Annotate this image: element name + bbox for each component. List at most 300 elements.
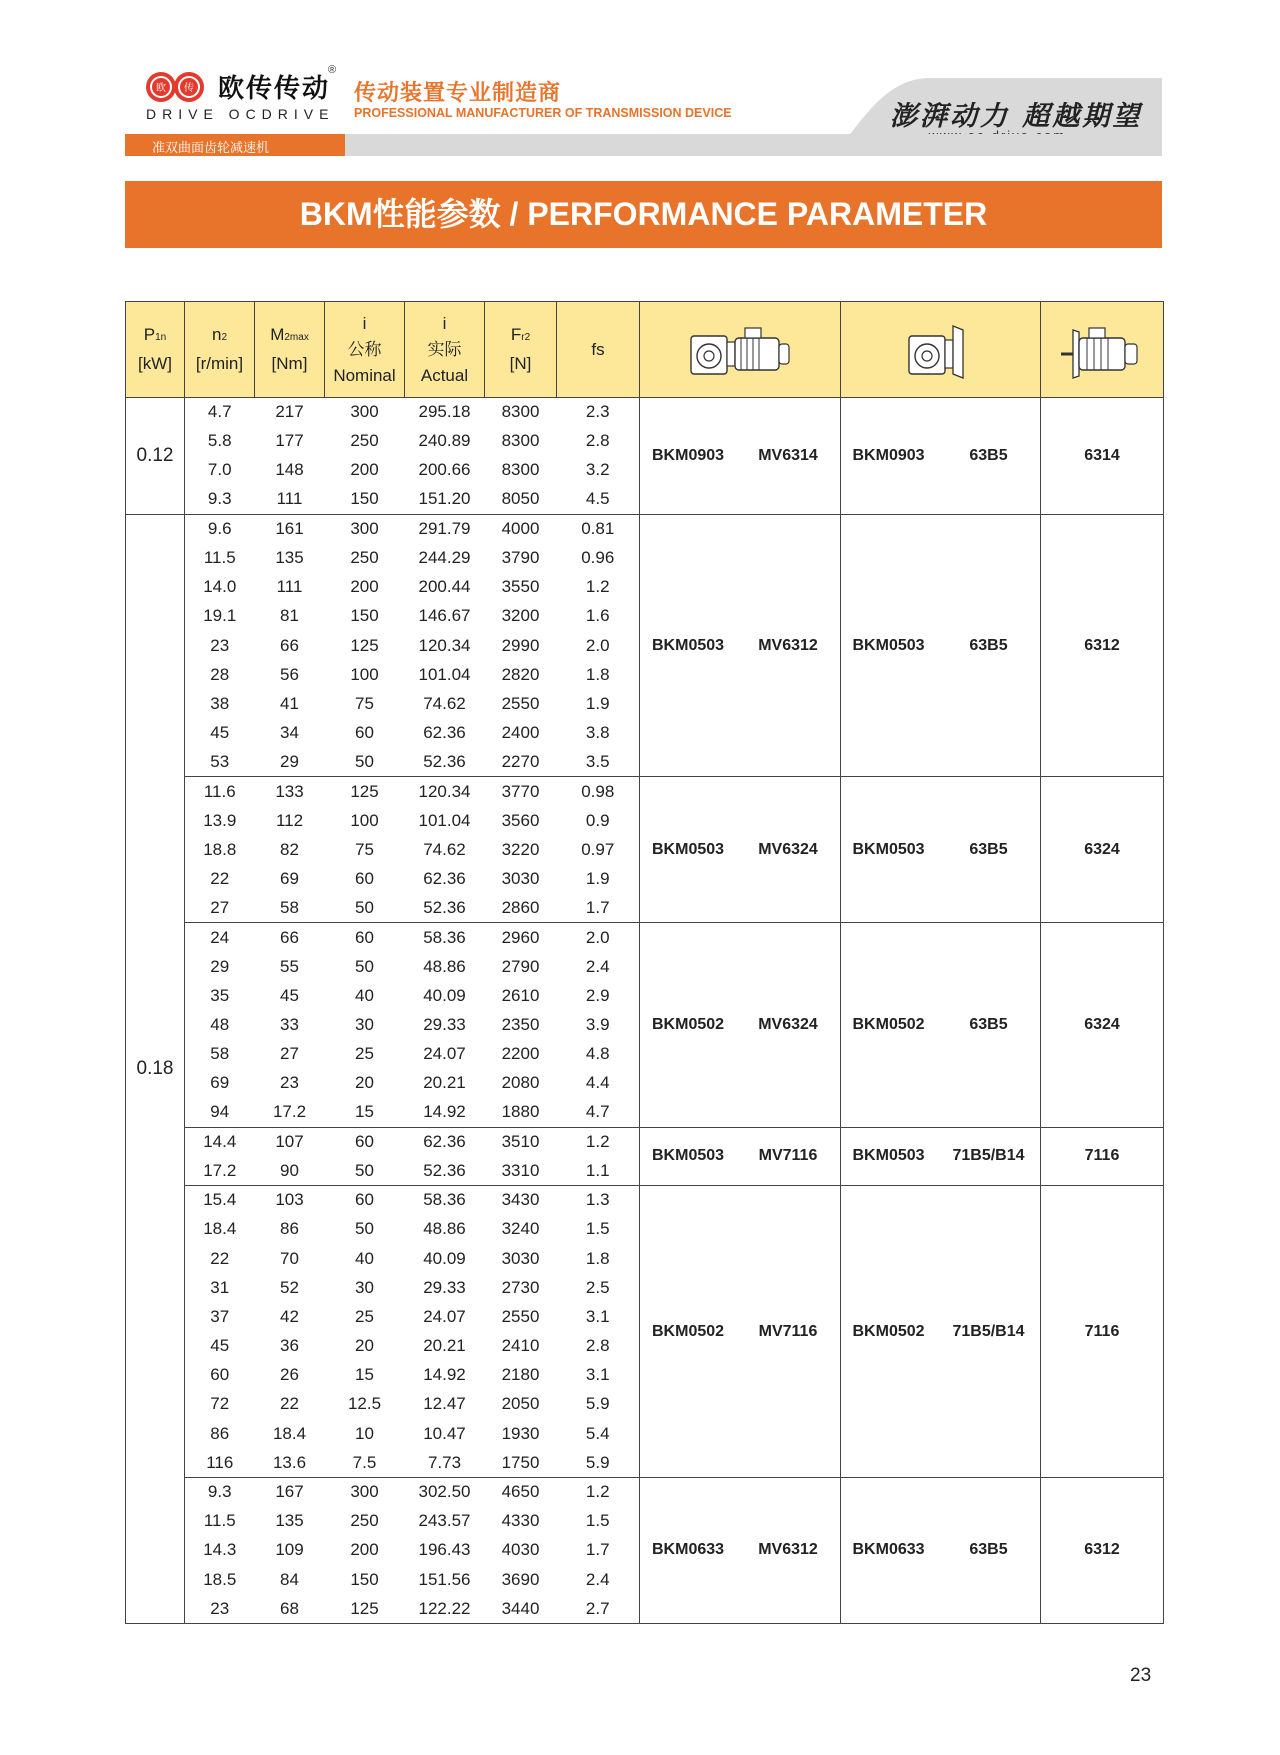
- data-cell: 1.2: [557, 1477, 640, 1506]
- data-cell: 0.81: [557, 514, 640, 543]
- data-cell: 3560: [501, 810, 540, 830]
- motor-model-cell: 6314: [1041, 398, 1164, 515]
- data-cell: 14.92: [423, 1365, 466, 1385]
- data-cell: 161: [275, 519, 304, 539]
- data-cell: 53: [185, 748, 255, 777]
- data-cell: 74.62: [423, 839, 466, 859]
- data-cell: 1.8: [557, 660, 640, 689]
- data-cell: 2050: [501, 1394, 540, 1414]
- data-cell: 3.9: [557, 1010, 640, 1039]
- data-cell: 2.9: [557, 981, 640, 1010]
- data-cell: 4.4: [557, 1069, 640, 1098]
- header-motor-icon-cell: [1041, 302, 1164, 398]
- data-cell: 55: [280, 956, 299, 976]
- table-row: [126, 1127, 1164, 1156]
- header-power: P1n [kW]: [126, 302, 185, 398]
- data-cell: 4.5: [557, 485, 640, 514]
- data-cell: 29: [185, 952, 255, 981]
- data-cell: 4030: [501, 1540, 540, 1560]
- data-cell: 45: [185, 1332, 255, 1361]
- data-cell: 151.20: [405, 485, 485, 514]
- data-cell: 1930: [501, 1423, 540, 1443]
- data-cell: 135: [275, 548, 304, 568]
- data-cell: 3.5: [557, 748, 640, 777]
- logo-badge-right: 传: [184, 83, 194, 94]
- data-cell: 11.5: [185, 1507, 255, 1536]
- motor-model-cell: 7116: [1041, 1186, 1164, 1478]
- table-body: [126, 398, 1164, 1624]
- data-cell: 3430: [501, 1190, 540, 1210]
- data-cell: 101.04: [418, 810, 471, 830]
- data-cell: 4650: [501, 1482, 540, 1502]
- data-cell: 4000: [501, 519, 540, 539]
- data-cell: 45: [280, 985, 299, 1005]
- data-cell: 103: [275, 1190, 304, 1210]
- data-cell: 240.89: [418, 431, 471, 451]
- data-cell: 60: [355, 723, 374, 743]
- data-cell: 8300: [501, 402, 540, 422]
- data-cell: 200.44: [418, 577, 471, 597]
- data-cell: 1.2: [557, 1127, 640, 1156]
- data-cell: 48: [185, 1010, 255, 1039]
- data-cell: 9.6: [185, 514, 255, 543]
- data-cell: 30: [355, 1015, 374, 1035]
- data-cell: 40.09: [423, 985, 466, 1005]
- data-cell: 17.2: [185, 1156, 255, 1185]
- data-cell: 22: [185, 1244, 255, 1273]
- data-cell: 125: [350, 635, 379, 655]
- data-cell: 150: [325, 485, 405, 514]
- data-cell: 29: [255, 748, 325, 777]
- data-cell: 75: [355, 693, 374, 713]
- data-cell: 22: [185, 865, 255, 894]
- performance-table: [125, 301, 1164, 1624]
- page-number: 23: [1130, 1665, 1152, 1686]
- data-cell: 3770: [501, 781, 540, 801]
- data-cell: 17.2: [255, 1098, 325, 1127]
- gearbox-model: BKM0503: [852, 840, 925, 858]
- data-cell: 36: [280, 1336, 299, 1356]
- data-cell: 30: [355, 1277, 374, 1297]
- data-cell: 23: [280, 1073, 299, 1093]
- data-cell: 0.9: [557, 806, 640, 835]
- page-title: BKM性能参数 / PERFORMANCE PARAMETER: [299, 196, 988, 232]
- data-cell: 66: [280, 635, 299, 655]
- data-cell: 9.3: [185, 485, 255, 514]
- gearbox-flange-model-cell: [841, 1127, 1041, 1185]
- data-cell: 25: [355, 1044, 374, 1064]
- category-bar-gray: [345, 134, 1162, 156]
- data-cell: 50: [325, 748, 405, 777]
- data-cell: 125: [325, 1594, 405, 1623]
- data-cell: 11.6: [185, 777, 255, 806]
- gearbox-model: BKM0502: [652, 1016, 725, 1034]
- data-cell: 2610: [501, 985, 540, 1005]
- data-cell: 11.5: [185, 543, 255, 572]
- data-cell: 3.2: [557, 456, 640, 485]
- data-cell: 42: [280, 1306, 299, 1326]
- data-cell: 243.57: [418, 1511, 471, 1531]
- data-cell: 2550: [501, 1306, 540, 1326]
- data-cell: 100: [350, 810, 379, 830]
- gearbox-model: BKM0503: [652, 636, 725, 654]
- data-cell: 35: [185, 981, 255, 1010]
- header-gearmotor-icon-cell: [640, 302, 841, 398]
- data-cell: 1.9: [557, 865, 640, 894]
- gearbox-flange-model-cell: [841, 1186, 1041, 1478]
- data-cell: 109: [275, 1540, 304, 1560]
- table-header-row: [126, 302, 1164, 398]
- data-cell: 82: [280, 839, 299, 859]
- data-cell: 41: [280, 693, 299, 713]
- data-cell: 58: [185, 1040, 255, 1069]
- data-cell: 2730: [501, 1277, 540, 1297]
- data-cell: 302.50: [418, 1482, 471, 1502]
- data-cell: 2.3: [557, 398, 640, 427]
- gearbox-flange-model-cell: [841, 777, 1041, 923]
- data-cell: 8300: [501, 460, 540, 480]
- data-cell: 18.4: [185, 1215, 255, 1244]
- data-cell: 24: [185, 923, 255, 952]
- data-cell: 300: [350, 402, 379, 422]
- data-cell: 167: [275, 1482, 304, 1502]
- motor-model-cell: 6324: [1041, 923, 1164, 1127]
- data-cell: 18.8: [185, 835, 255, 864]
- data-cell: 2270: [485, 748, 557, 777]
- data-cell: 250: [350, 431, 379, 451]
- data-cell: 1.5: [557, 1507, 640, 1536]
- data-cell: 5.9: [557, 1448, 640, 1477]
- data-cell: 58.36: [423, 1190, 466, 1210]
- gearbox-flange-model-cell: [841, 923, 1041, 1127]
- data-cell: 62.36: [423, 723, 466, 743]
- data-cell: 122.22: [405, 1594, 485, 1623]
- data-cell: 3.8: [557, 719, 640, 748]
- data-cell: 28: [185, 660, 255, 689]
- gearbox-model: BKM0502: [652, 1322, 725, 1340]
- data-cell: 90: [255, 1156, 325, 1185]
- data-cell: 69: [280, 869, 299, 889]
- data-cell: 14.92: [405, 1098, 485, 1127]
- power-cell: 0.12: [126, 398, 185, 515]
- data-cell: 2550: [501, 693, 540, 713]
- data-cell: 18.4: [272, 1423, 307, 1443]
- motor-model-cell: 7116: [1041, 1127, 1164, 1185]
- gearmotor-model-cell: [640, 1186, 841, 1478]
- header-service-factor: fs: [557, 302, 640, 398]
- data-cell: 29.33: [423, 1015, 466, 1035]
- data-cell: 196.43: [418, 1540, 471, 1560]
- data-cell: 1.1: [557, 1156, 640, 1185]
- gear-logo-icon: [144, 70, 210, 104]
- data-cell: 1.5: [557, 1215, 640, 1244]
- data-cell: 125: [350, 781, 379, 801]
- gearbox-model: BKM0502: [852, 1016, 925, 1034]
- data-cell: 2.0: [557, 923, 640, 952]
- data-cell: 20.21: [423, 1073, 466, 1093]
- data-cell: 13.9: [185, 806, 255, 835]
- flange-model: 63B5: [969, 1016, 1008, 1034]
- motor-model: MV6312: [758, 1541, 818, 1559]
- data-cell: 2820: [501, 664, 540, 684]
- motor-model: MV7116: [758, 1322, 818, 1340]
- motor-model-cell: 6312: [1041, 1477, 1164, 1623]
- logo-text-en: DRIVE OCDRIVE: [146, 106, 335, 122]
- table-row: [126, 398, 1164, 427]
- data-cell: 20: [355, 1073, 374, 1093]
- data-cell: 2410: [501, 1336, 540, 1356]
- data-cell: 5.4: [557, 1419, 640, 1448]
- data-cell: 10: [355, 1423, 374, 1443]
- data-cell: 112: [275, 810, 304, 830]
- motor-model: MV6324: [758, 1016, 818, 1034]
- data-cell: 3240: [501, 1219, 540, 1239]
- gearbox-flange-model-cell: [841, 1477, 1041, 1623]
- motor-model: MV6324: [758, 840, 818, 858]
- data-cell: 5.9: [557, 1390, 640, 1419]
- data-cell: 2860: [485, 894, 557, 923]
- flange-model: 63B5: [969, 446, 1008, 464]
- data-cell: 58.36: [423, 927, 466, 947]
- company-slogan-en: PROFESSIONAL MANUFACTURER OF TRANSMISSION DEVICE: [354, 106, 732, 120]
- table-row: [126, 1477, 1164, 1506]
- table-row: [126, 777, 1164, 806]
- data-cell: 12.47: [423, 1394, 466, 1414]
- data-cell: 14.3: [185, 1536, 255, 1565]
- data-cell: 27: [185, 894, 255, 923]
- data-cell: 24.07: [423, 1044, 466, 1064]
- data-cell: 62.36: [423, 1132, 466, 1152]
- data-cell: 50: [325, 894, 405, 923]
- data-cell: 1.2: [557, 573, 640, 602]
- data-cell: 0.96: [557, 543, 640, 572]
- flange-model: 71B5/B14: [952, 1147, 1025, 1165]
- gearbox-model: BKM0503: [652, 840, 725, 858]
- data-cell: 20: [355, 1336, 374, 1356]
- motor-model: MV6314: [758, 446, 818, 464]
- data-cell: 300: [350, 519, 379, 539]
- data-cell: 50: [325, 1156, 405, 1185]
- data-cell: 135: [275, 1511, 304, 1531]
- registered-mark: ®: [328, 64, 337, 76]
- data-cell: 13.6: [255, 1448, 325, 1477]
- logo-badge-left: 欧: [156, 83, 166, 94]
- gearmotor-model-cell: [640, 398, 841, 515]
- table-row: [126, 1186, 1164, 1215]
- data-cell: 69: [185, 1069, 255, 1098]
- data-cell: 2.0: [557, 631, 640, 660]
- data-cell: 244.29: [418, 548, 471, 568]
- motor-model: MV6312: [758, 636, 818, 654]
- company-slogan-cn: 传动装置专业制造商: [354, 80, 562, 105]
- data-cell: 7.5: [325, 1448, 405, 1477]
- data-cell: 15: [355, 1365, 374, 1385]
- header-speed: n2 [r/min]: [185, 302, 255, 398]
- data-cell: 2.8: [557, 1332, 640, 1361]
- data-cell: 9.3: [185, 1477, 255, 1506]
- category-label: 准双曲面齿轮减速机: [152, 140, 270, 155]
- motor-icon: [1057, 318, 1147, 382]
- data-cell: 1.8: [557, 1244, 640, 1273]
- data-cell: 60: [355, 1132, 374, 1152]
- data-cell: 62.36: [423, 869, 466, 889]
- data-cell: 40: [355, 985, 374, 1005]
- data-cell: 52.36: [405, 748, 485, 777]
- gearbox-model: BKM0633: [852, 1541, 925, 1559]
- data-cell: 151.56: [418, 1569, 471, 1589]
- data-cell: 250: [350, 1511, 379, 1531]
- data-cell: 2.5: [557, 1273, 640, 1302]
- data-cell: 3030: [501, 1248, 540, 1268]
- data-cell: 60: [355, 869, 374, 889]
- data-cell: 146.67: [418, 606, 471, 626]
- data-cell: 177: [275, 431, 304, 451]
- gearbox-flange-model-cell: [841, 514, 1041, 777]
- data-cell: 60: [185, 1361, 255, 1390]
- data-cell: 3510: [501, 1132, 540, 1152]
- gearbox-model: BKM0633: [652, 1541, 725, 1559]
- data-cell: 14.4: [185, 1127, 255, 1156]
- gearmotor-with-motor-icon: [685, 318, 795, 382]
- gearbox-flange-model-cell: [841, 398, 1041, 515]
- data-cell: 4330: [501, 1511, 540, 1531]
- data-cell: 10.47: [423, 1423, 466, 1443]
- gearbox-model: BKM0502: [852, 1322, 925, 1340]
- data-cell: 2.4: [557, 1565, 640, 1594]
- data-cell: 295.18: [418, 402, 471, 422]
- data-cell: 300: [350, 1482, 379, 1502]
- data-cell: 52.36: [405, 1156, 485, 1185]
- data-cell: 3790: [501, 548, 540, 568]
- data-cell: 27: [280, 1044, 299, 1064]
- data-cell: 3220: [501, 839, 540, 859]
- data-cell: 40: [355, 1248, 374, 1268]
- data-cell: 200.66: [418, 460, 471, 480]
- data-cell: 86: [185, 1419, 255, 1448]
- data-cell: 200: [350, 1540, 379, 1560]
- data-cell: 2990: [501, 635, 540, 655]
- data-cell: 1.7: [557, 894, 640, 923]
- data-cell: 1.3: [557, 1186, 640, 1215]
- table-row: [126, 514, 1164, 543]
- data-cell: 70: [280, 1248, 299, 1268]
- data-cell: 3030: [501, 869, 540, 889]
- title-band: [125, 181, 1162, 248]
- data-cell: 66: [280, 927, 299, 947]
- data-cell: 24.07: [423, 1306, 466, 1326]
- data-cell: 19.1: [185, 602, 255, 631]
- data-cell: 150: [350, 606, 379, 626]
- header-ratio-nominal: i 公称 Nominal: [325, 302, 405, 398]
- data-cell: 4.8: [557, 1040, 640, 1069]
- data-cell: 86: [280, 1219, 299, 1239]
- data-cell: 4.7: [185, 398, 255, 427]
- logo-text-cn: 欧传传动: [218, 73, 331, 103]
- table-row: [126, 923, 1164, 952]
- data-cell: 200: [350, 577, 379, 597]
- data-cell: 72: [185, 1390, 255, 1419]
- data-cell: 18.5: [185, 1565, 255, 1594]
- data-cell: 40.09: [423, 1248, 466, 1268]
- data-cell: 48.86: [423, 956, 466, 976]
- data-cell: 68: [255, 1594, 325, 1623]
- data-cell: 100: [350, 664, 379, 684]
- data-cell: 2180: [501, 1365, 540, 1385]
- data-cell: 1750: [485, 1448, 557, 1477]
- data-cell: 81: [280, 606, 299, 626]
- data-cell: 2.4: [557, 952, 640, 981]
- gearmotor-model-cell: [640, 777, 841, 923]
- gearbox-with-flange-icon: [901, 318, 981, 382]
- data-cell: 0.98: [557, 777, 640, 806]
- data-cell: 15.4: [185, 1186, 255, 1215]
- data-cell: 58: [255, 894, 325, 923]
- data-cell: 75: [355, 839, 374, 859]
- data-cell: 29.33: [423, 1277, 466, 1297]
- data-cell: 38: [185, 689, 255, 718]
- data-cell: 14.0: [185, 573, 255, 602]
- data-cell: 150: [350, 1569, 379, 1589]
- data-cell: 50: [355, 1219, 374, 1239]
- data-cell: 116: [185, 1448, 255, 1477]
- header-radial-load: Fr2 [N]: [485, 302, 557, 398]
- gearbox-model: BKM0503: [852, 1147, 925, 1165]
- data-cell: 2350: [501, 1015, 540, 1035]
- data-cell: 3690: [501, 1569, 540, 1589]
- data-cell: 2400: [501, 723, 540, 743]
- data-cell: 20.21: [423, 1336, 466, 1356]
- data-cell: 34: [280, 723, 299, 743]
- gearmotor-model-cell: [640, 1127, 841, 1185]
- power-cell: 0.18: [126, 514, 185, 1623]
- gearbox-model: BKM0503: [652, 1147, 725, 1165]
- gearbox-model: BKM0503: [852, 636, 925, 654]
- data-cell: 48.86: [423, 1219, 466, 1239]
- motor-model: MV7116: [758, 1147, 818, 1165]
- data-cell: 107: [275, 1132, 304, 1152]
- flange-model: 63B5: [969, 1541, 1008, 1559]
- data-cell: 200: [350, 460, 379, 480]
- data-cell: 1.7: [557, 1536, 640, 1565]
- data-cell: 2.8: [557, 427, 640, 456]
- data-cell: 101.04: [418, 664, 471, 684]
- data-cell: 74.62: [423, 693, 466, 713]
- data-cell: 1.6: [557, 602, 640, 631]
- data-cell: 148: [275, 460, 304, 480]
- data-cell: 25: [355, 1306, 374, 1326]
- gearmotor-model-cell: [640, 923, 841, 1127]
- data-cell: 3200: [501, 606, 540, 626]
- data-cell: 7.0: [185, 456, 255, 485]
- data-cell: 3.1: [557, 1302, 640, 1331]
- brand-logo: [140, 64, 340, 126]
- data-cell: 37: [185, 1302, 255, 1331]
- data-cell: 45: [185, 719, 255, 748]
- data-cell: 3550: [501, 577, 540, 597]
- data-cell: 3310: [485, 1156, 557, 1185]
- data-cell: 52: [280, 1277, 299, 1297]
- data-cell: 120.34: [418, 635, 471, 655]
- data-cell: 84: [280, 1569, 299, 1589]
- data-cell: 12.5: [347, 1394, 382, 1414]
- data-cell: 23: [185, 631, 255, 660]
- data-cell: 2960: [501, 927, 540, 947]
- data-cell: 2.7: [557, 1594, 640, 1623]
- header-ratio-actual: i 实际 Actual: [405, 302, 485, 398]
- data-cell: 3440: [485, 1594, 557, 1623]
- data-cell: 1.9: [557, 689, 640, 718]
- gearmotor-model-cell: [640, 514, 841, 777]
